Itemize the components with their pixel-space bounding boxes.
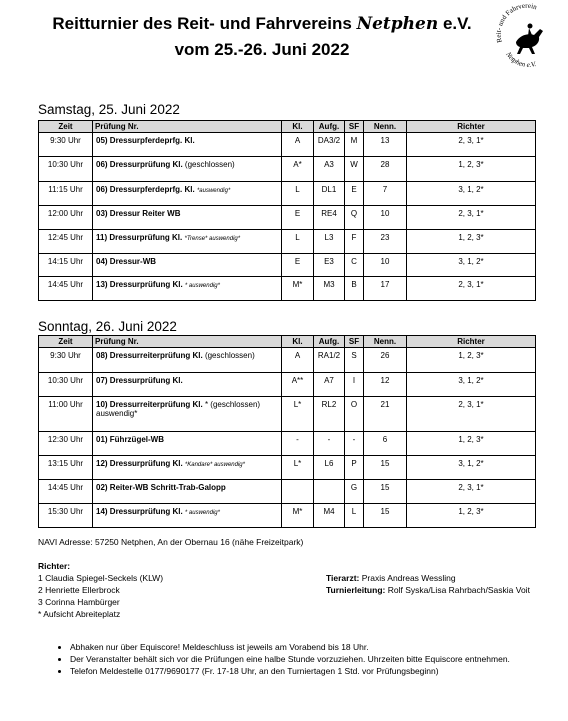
cell-richter: 3, 1, 2* [407,456,536,480]
cell-kl: - [282,432,314,456]
col-sf: SF [345,336,364,348]
cell-sf: I [345,373,364,397]
note-item: • Der Veranstalter behält sich vor die Prüfungen eine halbe Stunde vorzuziehen. Uhrzeiten bitte Equiscore entnehmen. [70,654,510,664]
cell-aufg: DL1 [314,182,345,206]
cell-nenn: 21 [364,397,407,432]
cell-zeit: 11:00 Uhr [39,397,93,432]
notes-list [56,642,510,678]
judges-heading: Richter: [38,561,71,571]
cell-kl: L* [282,397,314,432]
judge-line: 2 Henriette Ellerbrock [38,585,120,595]
col-zeit: Zeit [39,121,93,133]
col-richter: Richter [407,121,536,133]
cell-nenn: 15 [364,456,407,480]
cell-pruefung [93,254,282,277]
cell-pruefung [93,456,282,480]
cell-sf: B [345,277,364,301]
cell-kl: A [282,348,314,373]
pruefung-extra: * auswendig* [184,510,220,516]
event-dates: vom 25.-26. Juni 2022 [174,40,350,59]
pruefung-extra: (geschlossen) [204,351,255,360]
cell-sf: O [345,397,364,432]
col-kl: Kl. [282,336,314,348]
table-row [39,397,536,432]
cell-zeit: 9:30 Uhr [39,133,93,157]
cell-zeit: 12:00 Uhr [39,206,93,230]
cell-aufg: L3 [314,230,345,254]
cell-richter: 3, 1, 2* [407,182,536,206]
cell-richter: 2, 3, 1* [407,277,536,301]
cell-aufg: L6 [314,456,345,480]
cell-nenn: 6 [364,432,407,456]
table-row [39,432,536,456]
pruefung-extra: *Trense* auswendig* [184,236,241,242]
cell-aufg: M4 [314,504,345,528]
cell-richter: 3, 1, 2* [407,373,536,397]
vet-info [326,573,456,583]
cell-zeit: 12:30 Uhr [39,432,93,456]
cell-richter: 3, 1, 2* [407,254,536,277]
col-pruefung: Prüfung Nr. [93,336,282,348]
cell-zeit: 9:30 Uhr [39,348,93,373]
saturday-schedule-table [38,120,536,301]
table-row [39,480,536,504]
cell-zeit: 10:30 Uhr [39,373,93,397]
cell-richter: 1, 2, 3* [407,230,536,254]
pruefung-title: 01) Führzügel-WB [96,435,164,444]
cell-kl: L [282,182,314,206]
cell-pruefung [93,348,282,373]
col-sf: SF [345,121,364,133]
pruefung-extra: *auswendig* [196,188,231,194]
table-row [39,504,536,528]
judge-line: 1 Claudia Spiegel-Seckels (KLW) [38,573,164,583]
logo-text-top: Reit- und Fahrverein [494,2,538,44]
cell-aufg: M3 [314,277,345,301]
pruefung-title: 04) Dressur-WB [96,257,157,266]
cell-nenn: 13 [364,133,407,157]
cell-sf: - [345,432,364,456]
cell-zeit: 11:15 Uhr [39,182,93,206]
pruefung-extra: * (geschlossen) auswendig* [96,400,261,418]
pruefung-title: 06) Dressurprüfung Kl. [96,160,183,169]
cell-kl: E [282,206,314,230]
pruefung-title: 05) Dressurpferdeprfg. Kl. [96,136,195,145]
cell-sf: C [345,254,364,277]
cell-nenn: 10 [364,254,407,277]
table-row [39,206,536,230]
cell-zeit: 12:45 Uhr [39,230,93,254]
cell-pruefung [93,157,282,182]
table-row [39,182,536,206]
cell-pruefung [93,182,282,206]
col-richter: Richter [407,336,536,348]
title-script-name: Netphen [356,14,439,34]
cell-pruefung [93,504,282,528]
cell-sf: E [345,182,364,206]
cell-kl: M* [282,277,314,301]
col-nenn: Nenn. [364,336,407,348]
pruefung-extra: *Kandare* auswendig* [184,462,245,468]
cell-kl [282,480,314,504]
pruefung-title: 03) Dressur Reiter WB [96,209,181,218]
cell-zeit: 13:15 Uhr [39,456,93,480]
table-row [39,157,536,182]
pruefung-title: 11) Dressurprüfung Kl. [96,233,183,242]
cell-zeit: 14:45 Uhr [39,277,93,301]
title-prefix: Reitturnier des Reit- und Fahrvereins [52,14,352,33]
cell-aufg: RA1/2 [314,348,345,373]
pruefung-extra: (geschlossen) [184,160,235,169]
cell-pruefung [93,230,282,254]
cell-pruefung [93,432,282,456]
sunday-schedule-table [38,335,536,528]
pruefung-title: 13) Dressurprüfung Kl. [96,280,183,289]
pruefung-title: 12) Dressurprüfung Kl. [96,459,183,468]
management-value: Rolf Syska/Lisa Rahrbach/Saskia Voit [387,585,530,595]
cell-pruefung [93,373,282,397]
cell-sf: L [345,504,364,528]
note-item: • Abhaken nur über Equiscore! Meldeschluss ist jeweils am Vorabend bis 18 Uhr. [70,642,510,652]
cell-kl: A [282,133,314,157]
col-kl: Kl. [282,121,314,133]
cell-pruefung [93,480,282,504]
cell-nenn: 15 [364,480,407,504]
cell-kl: A* [282,157,314,182]
pruefung-title: 10) Dressurreiterprüfung Kl. [96,400,203,409]
pruefung-title: 06) Dressurpferdeprfg. Kl. [96,185,195,194]
judge-line: 3 Corinna Hambürger [38,597,120,607]
table-header-row [39,336,536,348]
cell-sf: M [345,133,364,157]
cell-sf: W [345,157,364,182]
table-row [39,456,536,480]
pruefung-title: 07) Dressurprüfung Kl. [96,376,183,385]
cell-pruefung [93,133,282,157]
cell-pruefung [93,206,282,230]
cell-nenn: 17 [364,277,407,301]
col-aufg: Aufg. [314,121,345,133]
cell-nenn: 12 [364,373,407,397]
cell-kl: L [282,230,314,254]
cell-kl: E [282,254,314,277]
pruefung-title: 02) Reiter-WB Schritt-Trab-Galopp [96,483,226,492]
table-row [39,348,536,373]
cell-richter: 1, 2, 3* [407,504,536,528]
note-item: • Telefon Meldestelle 0177/9690177 (Fr. 17-18 Uhr, an den Turniertagen 1 Std. vor Prüfungsbeginn) [70,666,510,676]
horse-rider-icon [516,24,543,55]
cell-nenn: 15 [364,504,407,528]
table-row [39,254,536,277]
cell-zeit: 14:45 Uhr [39,480,93,504]
pruefung-extra: * auswendig* [184,283,220,289]
cell-richter: 2, 3, 1* [407,397,536,432]
cell-richter: 2, 3, 1* [407,133,536,157]
navi-address: NAVI Adresse: 57250 Netphen, An der Obernau 16 (nähe Freizeitpark) [38,537,304,547]
sunday-heading: Sonntag, 26. Juni 2022 [38,319,177,334]
cell-nenn: 7 [364,182,407,206]
table-row [39,373,536,397]
vet-value: Praxis Andreas Wessling [361,573,456,583]
cell-zeit: 14:15 Uhr [39,254,93,277]
cell-nenn: 23 [364,230,407,254]
title-suffix: e.V. [442,14,472,33]
col-pruefung: Prüfung Nr. [93,121,282,133]
cell-richter: 1, 2, 3* [407,157,536,182]
pruefung-title: 14) Dressurprüfung Kl. [96,507,183,516]
cell-kl: M* [282,504,314,528]
cell-richter: 1, 2, 3* [407,348,536,373]
cell-kl: L* [282,456,314,480]
cell-aufg: RE4 [314,206,345,230]
club-logo [492,2,562,72]
cell-richter: 1, 2, 3* [407,432,536,456]
judge-line: * Aufsicht Abreiteplatz [38,609,121,619]
cell-sf: Q [345,206,364,230]
table-header-row [39,121,536,133]
cell-aufg: - [314,432,345,456]
table-row [39,277,536,301]
cell-aufg: A7 [314,373,345,397]
pruefung-title: 08) Dressurreiterprüfung Kl. [96,351,203,360]
cell-zeit: 10:30 Uhr [39,157,93,182]
cell-sf: G [345,480,364,504]
cell-kl: A** [282,373,314,397]
management-label: Turnierleitung: [326,585,386,595]
col-aufg: Aufg. [314,336,345,348]
cell-aufg: A3 [314,157,345,182]
cell-sf: S [345,348,364,373]
cell-aufg: RL2 [314,397,345,432]
logo-text-bottom: Netphen e.V. [504,50,537,69]
cell-aufg: E3 [314,254,345,277]
cell-zeit: 15:30 Uhr [39,504,93,528]
cell-sf: P [345,456,364,480]
cell-nenn: 28 [364,157,407,182]
cell-pruefung [93,277,282,301]
cell-nenn: 26 [364,348,407,373]
management-info [326,585,530,595]
cell-sf: F [345,230,364,254]
page-title [0,14,546,34]
cell-aufg: DA3/2 [314,133,345,157]
cell-pruefung [93,397,282,432]
cell-nenn: 10 [364,206,407,230]
col-nenn: Nenn. [364,121,407,133]
saturday-heading: Samstag, 25. Juni 2022 [38,102,180,117]
table-row [39,133,536,157]
vet-label: Tierarzt: [326,573,360,583]
cell-richter: 2, 3, 1* [407,480,536,504]
col-zeit: Zeit [39,336,93,348]
cell-aufg [314,480,345,504]
cell-richter: 2, 3, 1* [407,206,536,230]
table-row [39,230,536,254]
